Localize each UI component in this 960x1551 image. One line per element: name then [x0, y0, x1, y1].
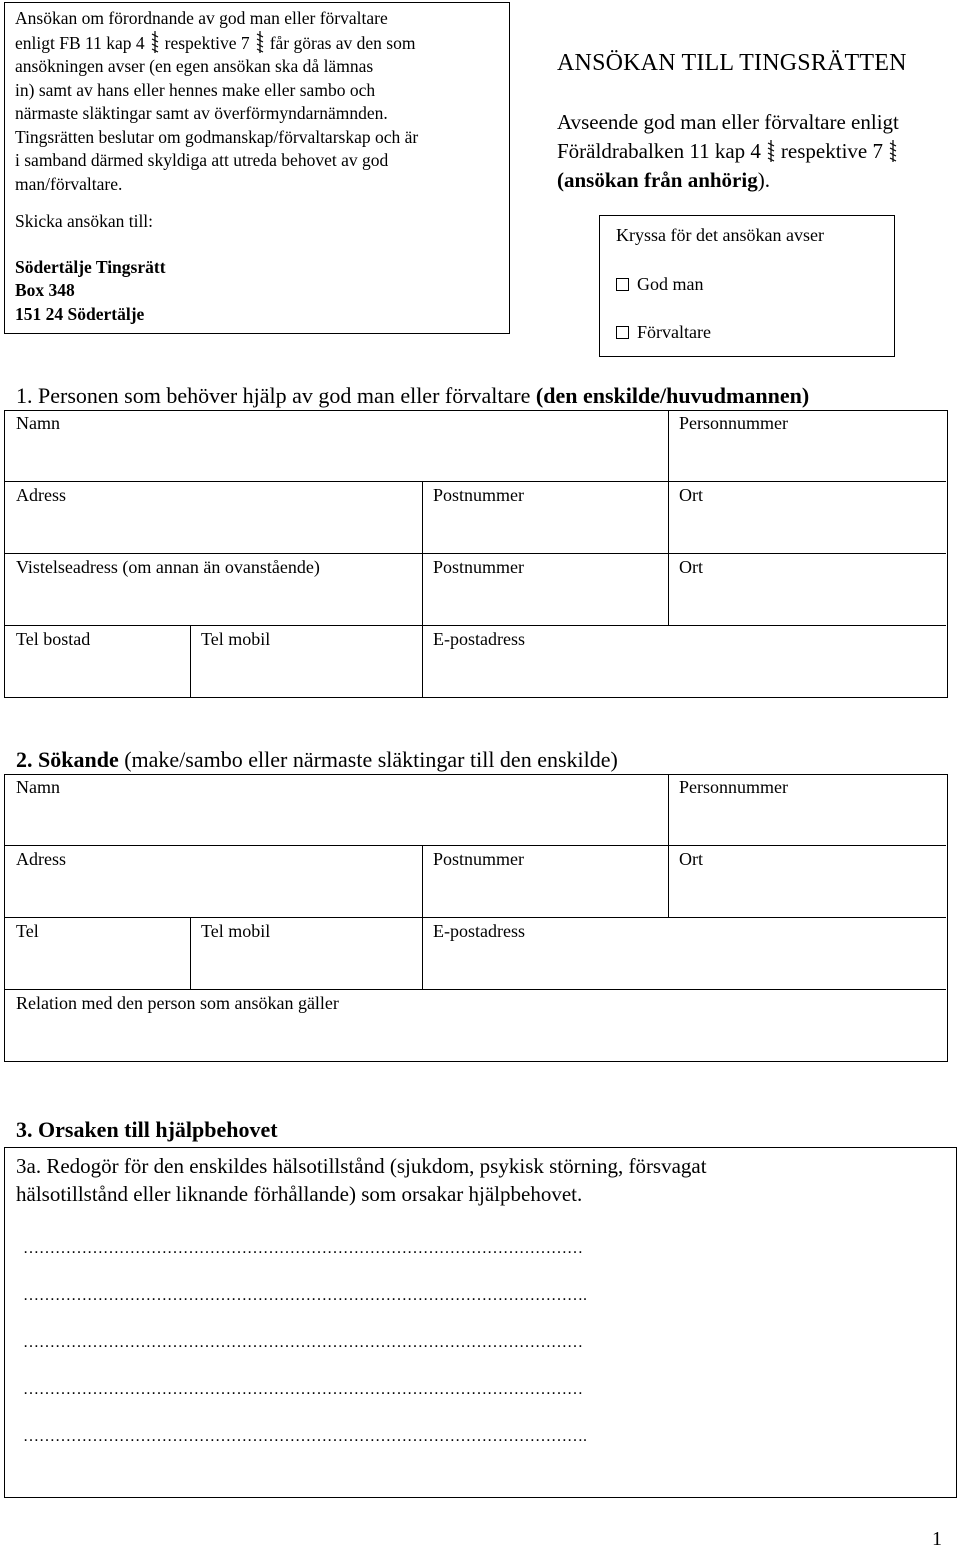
- section-sign-icon: [151, 31, 159, 53]
- intro-line: i samband därmed skyldiga att utreda behovet av god: [15, 150, 389, 170]
- sokande-epost-field[interactable]: E-postadress: [433, 921, 525, 941]
- checkbox-forvaltare[interactable]: [616, 326, 629, 339]
- sokande-tel-mobil-field[interactable]: Tel mobil: [201, 921, 271, 941]
- ort2-field[interactable]: Ort: [679, 557, 703, 577]
- section1-title: 1. Personen som behöver hjälp av god man eller förvaltare (den enskilde/huvudmannen): [16, 383, 810, 408]
- address-postal: 151 24 Södertälje: [15, 303, 145, 324]
- application-type-label: Kryssa för det ansökan avser: [616, 225, 824, 245]
- answer-line[interactable]: ……………………………………………………………………………………………: [23, 1381, 583, 1398]
- section3-question: 3a. Redogör för den enskildes hälsotillstånd (sjukdom, psykisk störning, försvagat hälsotillstånd eller liknande förhållande) som orsakar hjälpbehovet.: [16, 1154, 707, 1206]
- section-sign-icon: [256, 31, 264, 53]
- intro-box: [4, 2, 510, 334]
- intro-line: närmaste släktingar samt av överförmyndarnämnden.: [15, 103, 388, 123]
- answer-line[interactable]: ……………………………………………………………………………………………: [23, 1240, 583, 1257]
- answer-line[interactable]: …………………………………………………………………………………………….: [23, 1428, 587, 1445]
- epost-field[interactable]: E-postadress: [433, 629, 525, 649]
- form-title: ANSÖKAN TILL TINGSRÄTTEN: [557, 50, 907, 76]
- sokande-adress-field[interactable]: Adress: [16, 849, 66, 869]
- answer-line[interactable]: ……………………………………………………………………………………………: [23, 1334, 583, 1351]
- send-label: Skicka ansökan till:: [15, 211, 154, 231]
- sokande-postnummer-field[interactable]: Postnummer: [433, 849, 525, 869]
- section1-namn-label: Namn: [16, 413, 60, 433]
- intro-line: enligt FB 11 kap 4 respektive 7 får göras av den som: [15, 32, 416, 53]
- sokande-ort-field[interactable]: Ort: [679, 849, 703, 869]
- section2-namn-label: Namn: [16, 777, 60, 797]
- section1-grid: [4, 410, 948, 698]
- application-type-box: [599, 215, 895, 357]
- postnummer-field[interactable]: Postnummer: [433, 485, 525, 505]
- page-number: 1: [932, 1528, 942, 1550]
- adress-field[interactable]: Adress: [16, 485, 66, 505]
- intro-line: Ansökan om förordnande av god man eller förvaltare: [15, 8, 388, 28]
- address-name: Södertälje Tingsrätt: [15, 256, 166, 277]
- section-sign-icon: [767, 140, 775, 162]
- sokande-personnummer-field[interactable]: Personnummer: [679, 777, 788, 797]
- tel-bostad-field[interactable]: Tel bostad: [16, 629, 91, 649]
- intro-line: ansökningen avser (en egen ansökan ska då lämnas: [15, 56, 374, 76]
- tel-mobil-field[interactable]: Tel mobil: [201, 629, 271, 649]
- section-sign-icon: [889, 140, 897, 162]
- vistelseadress-field[interactable]: Vistelseadress (om annan än ovanstående): [16, 557, 320, 577]
- intro-line: Tingsrätten beslutar om godmanskap/förvaltarskap och är: [15, 126, 419, 147]
- postnummer2-field[interactable]: Postnummer: [433, 557, 525, 577]
- section3-title: 3. Orsaken till hjälpbehovet: [16, 1117, 278, 1142]
- sokande-tel-field[interactable]: Tel: [16, 921, 39, 941]
- checkbox-god-man[interactable]: [616, 278, 629, 291]
- form-subtitle: Avseende god man eller förvaltare enligt Föräldrabalken 11 kap 4 respektive 7 (ansökan från anhörig).: [557, 110, 899, 192]
- section2-grid: [4, 774, 948, 1062]
- section3-box[interactable]: [4, 1147, 957, 1498]
- address-box: Box 348: [15, 280, 75, 300]
- intro-line: man/förvaltare.: [15, 173, 123, 194]
- option-forvaltare[interactable]: Förvaltare: [616, 322, 711, 343]
- option-god-man[interactable]: God man: [616, 274, 704, 295]
- relation-field[interactable]: Relation med den person som ansökan gäller: [16, 993, 339, 1013]
- ort-field[interactable]: Ort: [679, 485, 703, 505]
- intro-line: in) samt av hans eller hennes make eller sambo och: [15, 79, 376, 100]
- section2-title: 2. Sökande (make/sambo eller närmaste släktingar till den enskilde): [16, 747, 618, 772]
- answer-line[interactable]: …………………………………………………………………………………………….: [23, 1287, 587, 1304]
- personnummer-field[interactable]: Personnummer: [679, 413, 788, 433]
